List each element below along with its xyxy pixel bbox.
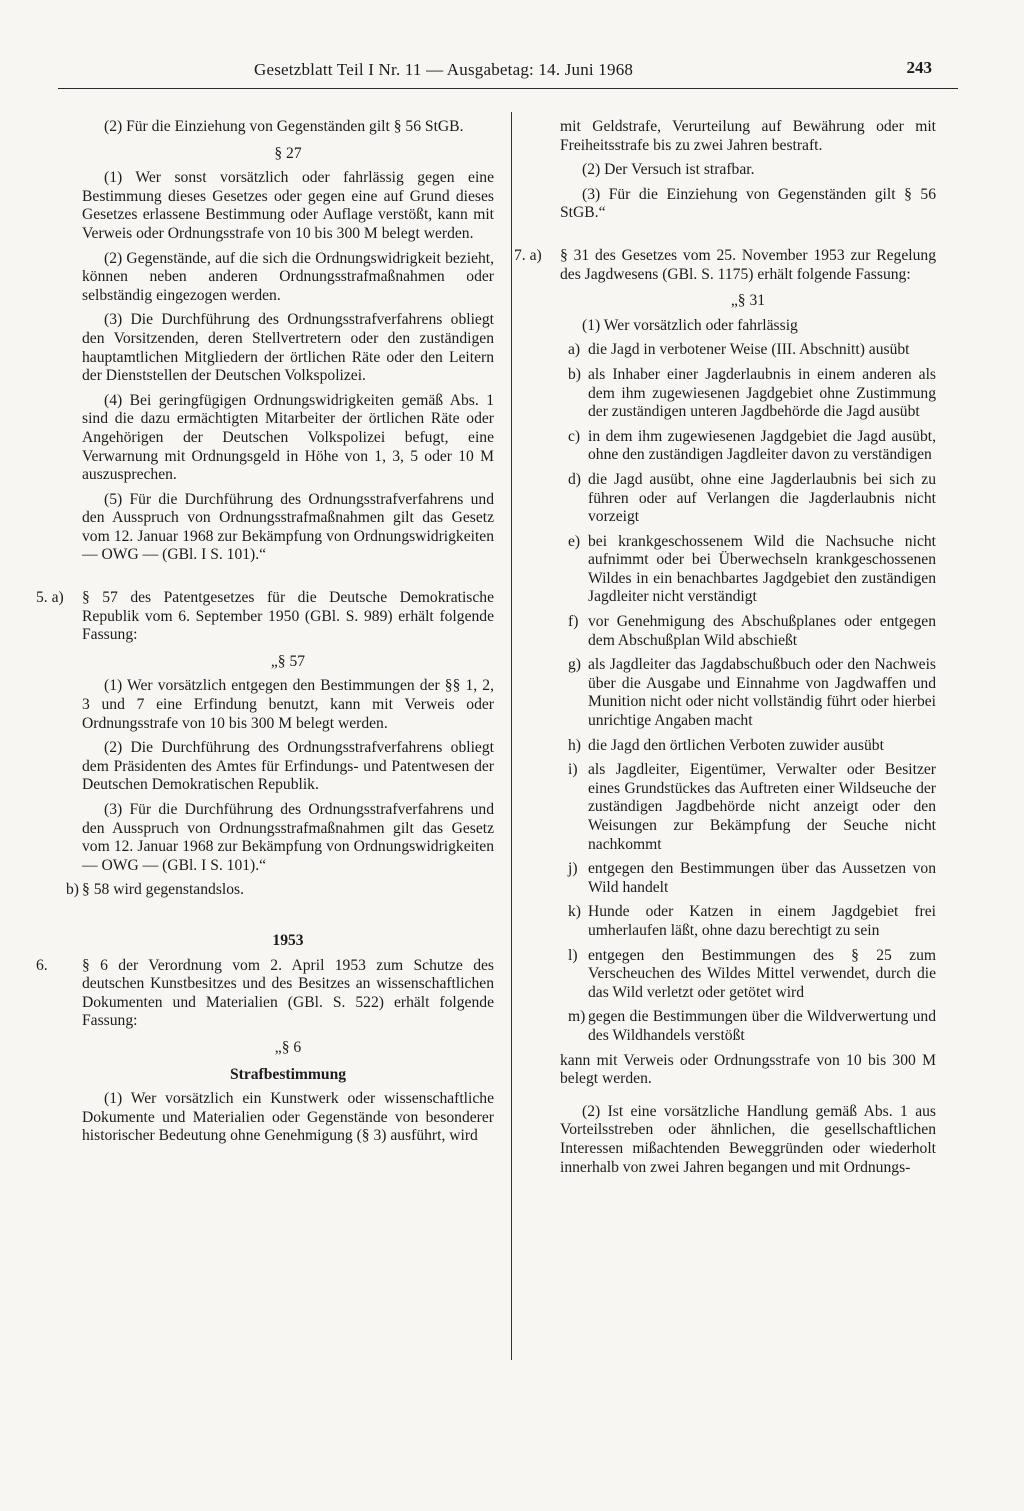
section-heading: „§ 6 bbox=[274, 1038, 302, 1056]
list-item bbox=[560, 656, 936, 730]
amendment-item bbox=[66, 881, 494, 900]
list-text: als Jagdleiter, Eigentümer, Verwalter oder Besitzer eines Grundstückes das Auftreten einer Wildseuche der zuständigen Jagdbehörde nicht anzeigt oder den Weisungen zur Bekämpfung der Seuche nicht nachkommt bbox=[588, 761, 936, 853]
paragraph: (3) Für die Einziehung von Gegenständen gilt § 56 StGB.“ bbox=[560, 185, 936, 222]
paragraph: (4) Bei geringfügigen Ordnungswidrigkeiten gemäß Abs. 1 sind die dazu ermächtigten Mitarbeiter der örtlichen Räte oder Angehörigen der Deutschen Volkspolizei befugt, eine Verwarnung mit Ordnungsgeld in Höhe von 1, 3, 5 oder 10 M auszusprechen. bbox=[82, 391, 494, 484]
list-text: die Jagd in verbotener Weise (III. Abschnitt) ausübt bbox=[588, 341, 910, 359]
list-item bbox=[560, 471, 936, 527]
spacer bbox=[560, 1095, 936, 1103]
list-letter: c) bbox=[568, 427, 581, 445]
list-item bbox=[560, 341, 936, 360]
list-text: Hunde oder Katzen in einem Jagdgebiet frei umherlaufen läßt, ohne dazu berechtigt zu sein bbox=[588, 903, 936, 939]
list-text: vor Genehmigung des Abschußplanes oder entgegen dem Abschußplan Wild abschießt bbox=[588, 613, 936, 649]
list-text: als Inhaber einer Jagderlaubnis in einem anderen als dem ihm zugewiesenen Jagdgebiet ohne Zustimmung der zuständigen unteren Jagdbehörde die Jagd ausübt bbox=[588, 365, 936, 421]
list-letter: l) bbox=[568, 946, 578, 964]
list-letter: f) bbox=[568, 613, 579, 631]
list-item bbox=[560, 1008, 936, 1045]
amendment-item bbox=[514, 246, 936, 284]
year-heading: 1953 bbox=[272, 931, 304, 949]
amendment-item bbox=[36, 589, 494, 645]
list-letter: b) bbox=[568, 365, 581, 383]
paragraph: (3) Die Durchführung des Ordnungsstrafverfahrens obliegt den Vorsitzenden, deren Stellvertretern oder den zuständigen hauptamtlichen Mitgliedern der örtlichen Räte oder den Leitern der Dienststellen der Deutschen Volkspolizei. bbox=[82, 311, 494, 385]
list-text: als Jagdleiter das Jagdabschußbuch oder den Nachweis über die Ausgabe und Einnahme von Jagdwaffen und Munition nicht oder nicht vollständig führt oder hierbei unrichtige Angaben macht bbox=[588, 656, 936, 730]
section-heading: § 27 bbox=[274, 144, 302, 162]
paragraph: (2) Für die Einziehung von Gegenständen gilt § 56 StGB. bbox=[104, 118, 464, 135]
list-text: entgegen den Bestimmungen des § 25 zum Verscheuchen des Wildes Mittel verwendet, durch die das Wild verletzt oder getötet wird bbox=[588, 946, 936, 1001]
paragraph: mit Geldstrafe, Verurteilung auf Bewährung oder mit Freiheitsstrafe bis zu zwei Jahren bestraft. bbox=[560, 118, 936, 154]
list-item bbox=[560, 860, 936, 897]
list-item bbox=[560, 428, 936, 465]
list-letter: d) bbox=[568, 470, 581, 488]
paragraph: (2) Ist eine vorsätzliche Handlung gemäß Abs. 1 aus Vorteilsstreben oder ähnlichen, die gesellschaftlichen Interessen mißachtenden Beweggründen oder wiederholt innerhalb von zwei Jahren begangen und mit Ordnungs- bbox=[560, 1102, 936, 1176]
spacer bbox=[82, 906, 494, 924]
list-item bbox=[560, 533, 936, 607]
list-letter: a) bbox=[568, 341, 581, 359]
spacer bbox=[82, 571, 494, 589]
item-text: § 57 des Patentgesetzes für die Deutsche Demokratische Republik vom 6. September 1950 (GBl. S. 989) erhält folgende Fassung: bbox=[82, 589, 494, 644]
list-letter: g) bbox=[568, 656, 581, 674]
amendment-item bbox=[36, 956, 494, 1031]
page-header bbox=[58, 58, 958, 89]
paragraph: (2) Die Durchführung des Ordnungsstrafverfahrens obliegt dem Präsidenten des Amtes für Erfindungs- und Patentwesen der Deutschen Demokratischen Republik. bbox=[82, 739, 494, 794]
item-number: 7. a) bbox=[514, 246, 542, 264]
item-number: b) bbox=[66, 881, 79, 899]
item-number: 5. a) bbox=[36, 589, 64, 607]
paragraph: kann mit Verweis oder Ordnungsstrafe von 10 bis 300 M belegt werden. bbox=[560, 1051, 936, 1088]
paragraph: (1) Wer vorsätzlich entgegen den Bestimmungen der §§ 1, 2, 3 und 7 eine Erfindung benutzt, kann mit Verweis oder Ordnungsstrafe von 10 bis 300 M belegt werden. bbox=[82, 677, 494, 732]
list-item bbox=[560, 737, 936, 756]
list-letter: m) bbox=[568, 1008, 586, 1026]
section-heading: „§ 31 bbox=[730, 292, 766, 310]
offense-list bbox=[560, 341, 936, 1045]
list-text: die Jagd den örtlichen Verboten zuwider ausübt bbox=[588, 736, 884, 754]
list-letter: i) bbox=[568, 761, 578, 779]
list-letter: k) bbox=[568, 903, 581, 921]
paragraph: (2) Gegenstände, auf die sich die Ordnungswidrigkeit bezieht, können neben anderen Ordnungsstrafmaßnahmen oder selbständig eingezogen werden. bbox=[82, 249, 494, 304]
item-number: 6. bbox=[36, 956, 48, 974]
gazette-title: Gesetzblatt Teil I Nr. 11 — Ausgabetag: 14. Juni 1968 bbox=[254, 60, 634, 79]
item-text: § 31 des Gesetzes vom 25. November 1953 zur Regelung des Jagdwesens (GBl. S. 1175) erhält folgende Fassung: bbox=[560, 246, 936, 283]
list-item bbox=[560, 903, 936, 940]
list-item bbox=[560, 761, 936, 854]
paragraph: (1) Wer vorsätzlich oder fahrlässig bbox=[582, 316, 798, 334]
left-column bbox=[36, 118, 494, 1152]
paragraph: (1) Wer vorsätzlich ein Kunstwerk oder wissenschaftliche Dokumente und Materialien oder Gegenstände von besonderer historischer Bedeutung ohne Genehmigung (§ 3) ausführt, wird bbox=[82, 1090, 494, 1145]
paragraph: (1) Wer sonst vorsätzlich oder fahrlässig gegen eine Bestimmung dieses Gesetzes oder gegen eine auf Grund dieses Gesetzes erlassene Bestimmung oder Auflage verstößt, kann mit Verweis oder Ordnungsstrafe von 10 bis 300 M belegt werden. bbox=[82, 169, 494, 242]
list-letter: j) bbox=[568, 860, 578, 878]
list-text: entgegen den Bestimmungen über das Aussetzen von Wild handelt bbox=[588, 860, 936, 896]
list-text: bei krankgeschossenem Wild die Nachsuche nicht aufnimmt oder bei Überwechseln krankgeschossenen Wildes in ein benachbartes Jagdgebiet den zuständigen Jagdleiter nicht verständigt bbox=[588, 532, 936, 606]
item-text: § 58 wird gegenstandslos. bbox=[82, 881, 244, 899]
section-subheading: Strafbestimmung bbox=[229, 1065, 347, 1083]
right-column bbox=[514, 118, 936, 1183]
list-text: gegen die Bestimmungen über die Wildverwertung und des Wildhandels verstößt bbox=[588, 1008, 936, 1044]
paragraph: (3) Für die Durchführung des Ordnungsstrafverfahrens und den Ausspruch von Ordnungsstrafmaßnahmen gilt das Gesetz vom 12. Januar 1968 zur Bekämpfung von Ordnungswidrigkeiten — OWG — (GBl. I S. 101).“ bbox=[82, 801, 494, 874]
spacer bbox=[560, 229, 936, 247]
list-text: in dem ihm zugewiesenen Jagdgebiet die Jagd ausübt, ohne den zuständigen Jagdleiter davon zu verständigen bbox=[588, 427, 936, 464]
paragraph: (2) Der Versuch ist strafbar. bbox=[582, 161, 755, 179]
column-divider bbox=[511, 112, 512, 1360]
list-item bbox=[560, 947, 936, 1003]
paragraph: (5) Für die Durchführung des Ordnungsstrafverfahrens und den Ausspruch von Ordnungsstrafmaßnahmen gilt das Gesetz vom 12. Januar 1968 zur Bekämpfung von Ordnungswidrigkeiten — OWG — (GBl. I S. 101).“ bbox=[82, 490, 494, 564]
section-heading: „§ 57 bbox=[270, 652, 306, 670]
list-text: die Jagd ausübt, ohne eine Jagderlaubnis bei sich zu führen oder auf Verlangen die Jagderlaubnis nicht vorzeigt bbox=[588, 470, 936, 526]
list-item bbox=[560, 366, 936, 422]
list-letter: h) bbox=[568, 736, 581, 754]
page-number: 243 bbox=[906, 58, 932, 77]
item-text: § 6 der Verordnung vom 2. April 1953 zum Schutze des deutschen Kunstbesitzes und des Besitzes an wissenschaftlichen Dokumenten und Materialien (GBl. S. 522) erhält folgende Fassung: bbox=[82, 956, 494, 1030]
list-letter: e) bbox=[568, 532, 581, 550]
list-item bbox=[560, 613, 936, 650]
